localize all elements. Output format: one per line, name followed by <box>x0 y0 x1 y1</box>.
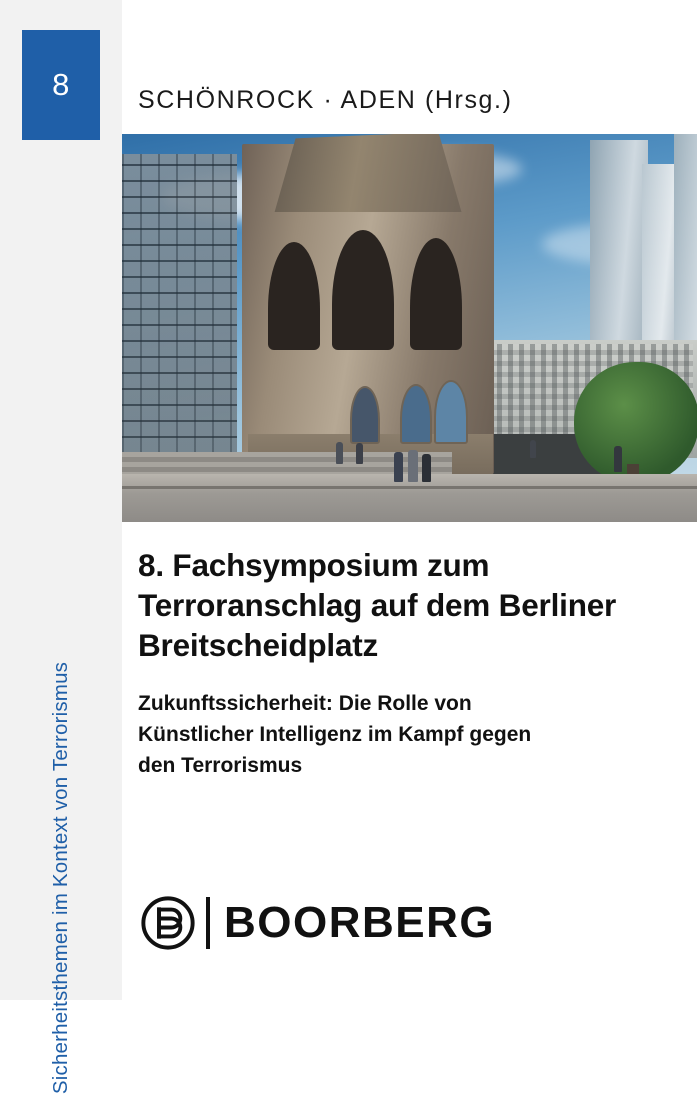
photo-church-window <box>434 380 468 444</box>
photo-kerb <box>122 486 697 489</box>
publisher-logo <box>140 890 495 956</box>
photo-highrise <box>674 134 697 354</box>
editors-line: SCHÖNROCK · ADEN (Hrsg.) <box>138 86 513 114</box>
photo-person <box>408 450 418 482</box>
photo-person <box>422 454 431 482</box>
photo-church-window <box>400 384 432 444</box>
cover-photo <box>122 134 697 522</box>
photo-highrise <box>590 140 648 350</box>
photo-person <box>530 440 536 458</box>
photo-person <box>336 442 343 464</box>
series-title-container <box>0 150 122 1094</box>
volume-number: 8 <box>52 67 70 102</box>
photo-scaffolding <box>122 154 237 454</box>
photo-person <box>394 452 403 482</box>
cover-content <box>122 0 697 1000</box>
volume-badge <box>22 30 100 140</box>
logo-divider <box>206 897 210 949</box>
book-title: 8. Fachsymposium zum Terroranschlag auf dem Berliner Breitscheidplatz <box>138 547 617 663</box>
publisher-name: BOORBERG <box>224 898 496 947</box>
photo-person <box>356 443 363 464</box>
series-title: Sicherheitsthemen im Kontext von Terrorismus <box>49 661 73 1094</box>
photo-church-window <box>350 386 380 444</box>
book-subtitle: Zukunftssicherheit: Die Rolle von Künstlicher Intelligenz im Kampf gegen den Terrorismus <box>138 692 532 777</box>
spine-strip <box>0 0 122 1094</box>
boorberg-emblem-icon <box>140 895 196 951</box>
photo-person <box>614 446 622 472</box>
